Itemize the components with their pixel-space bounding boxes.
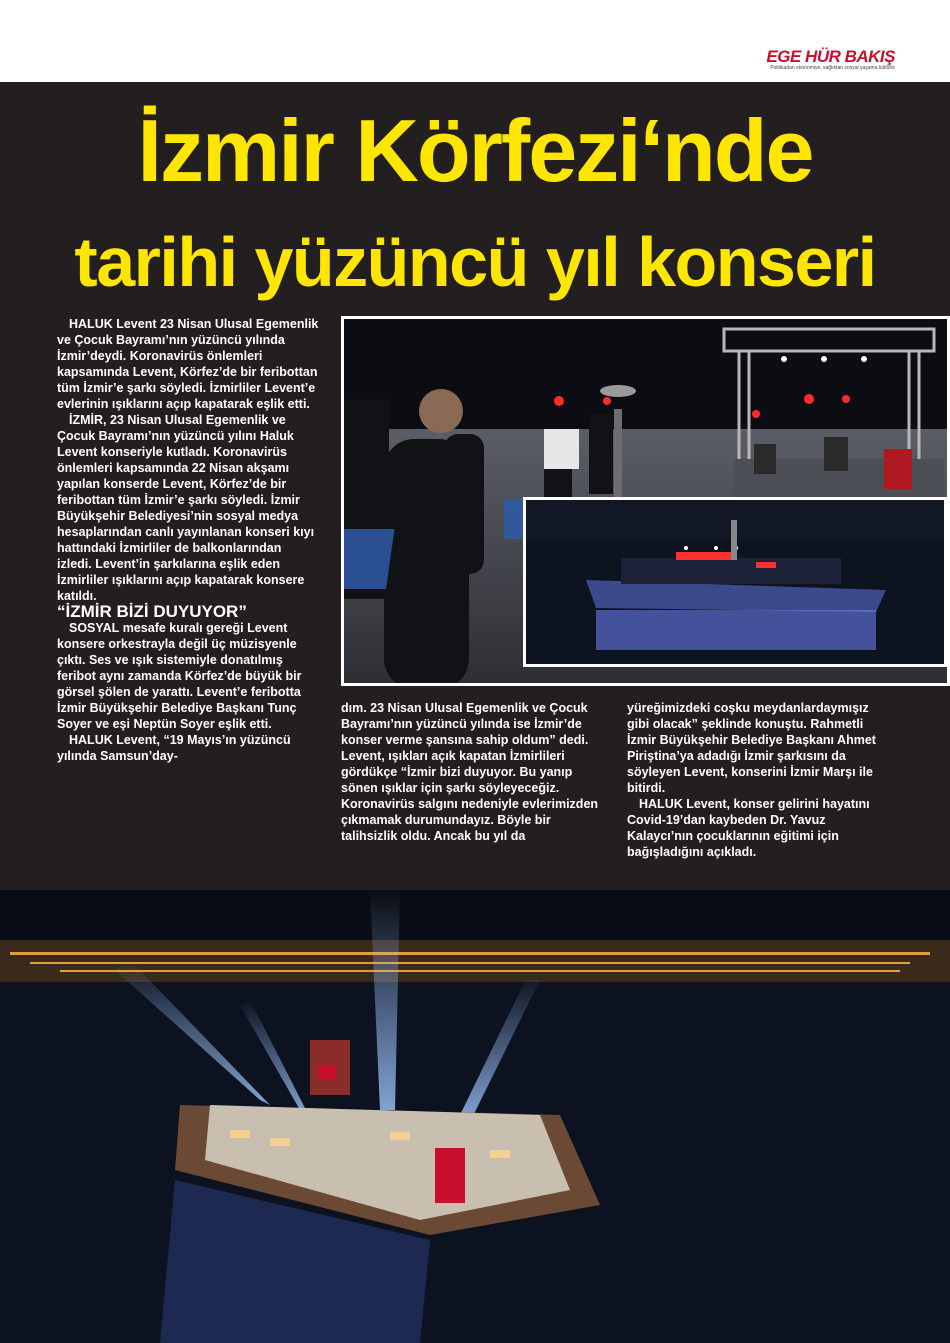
- top-strip: [0, 0, 950, 82]
- night-ferry-illustration: [0, 890, 950, 1343]
- subheading: “İZMİR BİZİ DUYUYOR”: [57, 602, 247, 621]
- headline-line-2: tarihi yüzüncü yıl konseri: [74, 223, 876, 301]
- paragraph-3: SOSYAL mesafe kuralı gereği Levent konsere orkestrayla değil üç müzisyenle çıktı. Ses ve ışık sistemiyle donatılmış feribot aynı zamanda Körfez’de büyük bir görsel şölen de yarattı. Levent’e feribotta İzmir Büyükşehir Belediye Başkanı Tunç Soyer ve eşi Neptün Soyer eşlik etti.: [57, 621, 302, 731]
- article-column-1: [57, 316, 319, 764]
- headline-line-1: İzmir Körfezi‘nde: [137, 101, 813, 200]
- publication-logo: [766, 48, 895, 72]
- paragraph-5: HALUK Levent, konser gelirini hayatını Covid-19’dan kaybeden Dr. Yavuz Kalaycı’nın çocuklarının eğitimi için bağışladığını açıkladı.: [627, 797, 870, 859]
- paragraph-4: HALUK Levent, “19 Mayıs’ın yüzüncü yılında Samsun’day-: [57, 733, 291, 763]
- article-column-3: [627, 700, 889, 860]
- article-column-2: [341, 700, 603, 844]
- paragraph-col3: yüreğimizdeki coşku meydanlardaymışız gibi olacak” şeklinde konuştu. Rahmetli İzmir Büyükşehir Belediye Başkanı Ahmet Piriştina’ya adadığı İzmir şarkısını da söyleyen Levent, konserini İzmir Marşı ile bitirdi.: [627, 701, 876, 795]
- paragraph-col2: dım. 23 Nisan Ulusal Egemenlik ve Çocuk Bayramı’nın yüzüncü yılında ise İzmir’de konser verme şansına sahip oldum” dedi. Levent, ışıkları açık kapatan İzmirlileri gördükçe “İzmir bizi duyuyor. Bu yanıp sönen ışıklar için şarkı söyleyeceğiz. Koronavirüs salgını nedeniyle evlerimizden çıkmamak durumundayız. Böyle bir talihsizlik oldu. Ancak bu yıl da: [341, 701, 599, 843]
- logo-text: EGE HÜR BAKIŞ: [766, 47, 895, 66]
- ferry-inset-photo: [523, 497, 947, 667]
- paragraph-1: HALUK Levent 23 Nisan Ulusal Egemenlik ve Çocuk Bayramı’nın yüzüncü yılında İzmir’deydi. Koronavirüs önlemleri kapsamında Levent, Körfez’de bir feribottan tüm İzmir’e şarkı söyledi. İzmirliler Levent’e evlerinin ışıklarını açıp kapatarak eşlik etti.: [57, 317, 319, 411]
- night-ferry-photo: [0, 890, 950, 1343]
- ferry-inset-illustration: [526, 500, 947, 667]
- logo-tagline: Politikadan ekonomiye, sağlıktan sosyal yaşama kültürle: [770, 65, 895, 71]
- paragraph-2: İZMİR, 23 Nisan Ulusal Egemenlik ve Çocuk Bayramı’nın yüzüncü yılını Haluk Levent konseriyle kutladı. Koronavirüs önlemleri kapsamında 22 Nisan akşamı yapılan konserde Levent, Körfez’de bir feribottan tüm İzmir’e şarkı söyledi. İzmir Büyükşehir Belediyesi’nin sosyal medya hesaplarından canlı yayınlanan konseri kıyı hattındaki İzmirliler de balkonlarından izledi. Levent’in şarkılarına eşlik eden İzmirliler ışıklarını açıp kapatarak konsere katıldı.: [57, 413, 315, 603]
